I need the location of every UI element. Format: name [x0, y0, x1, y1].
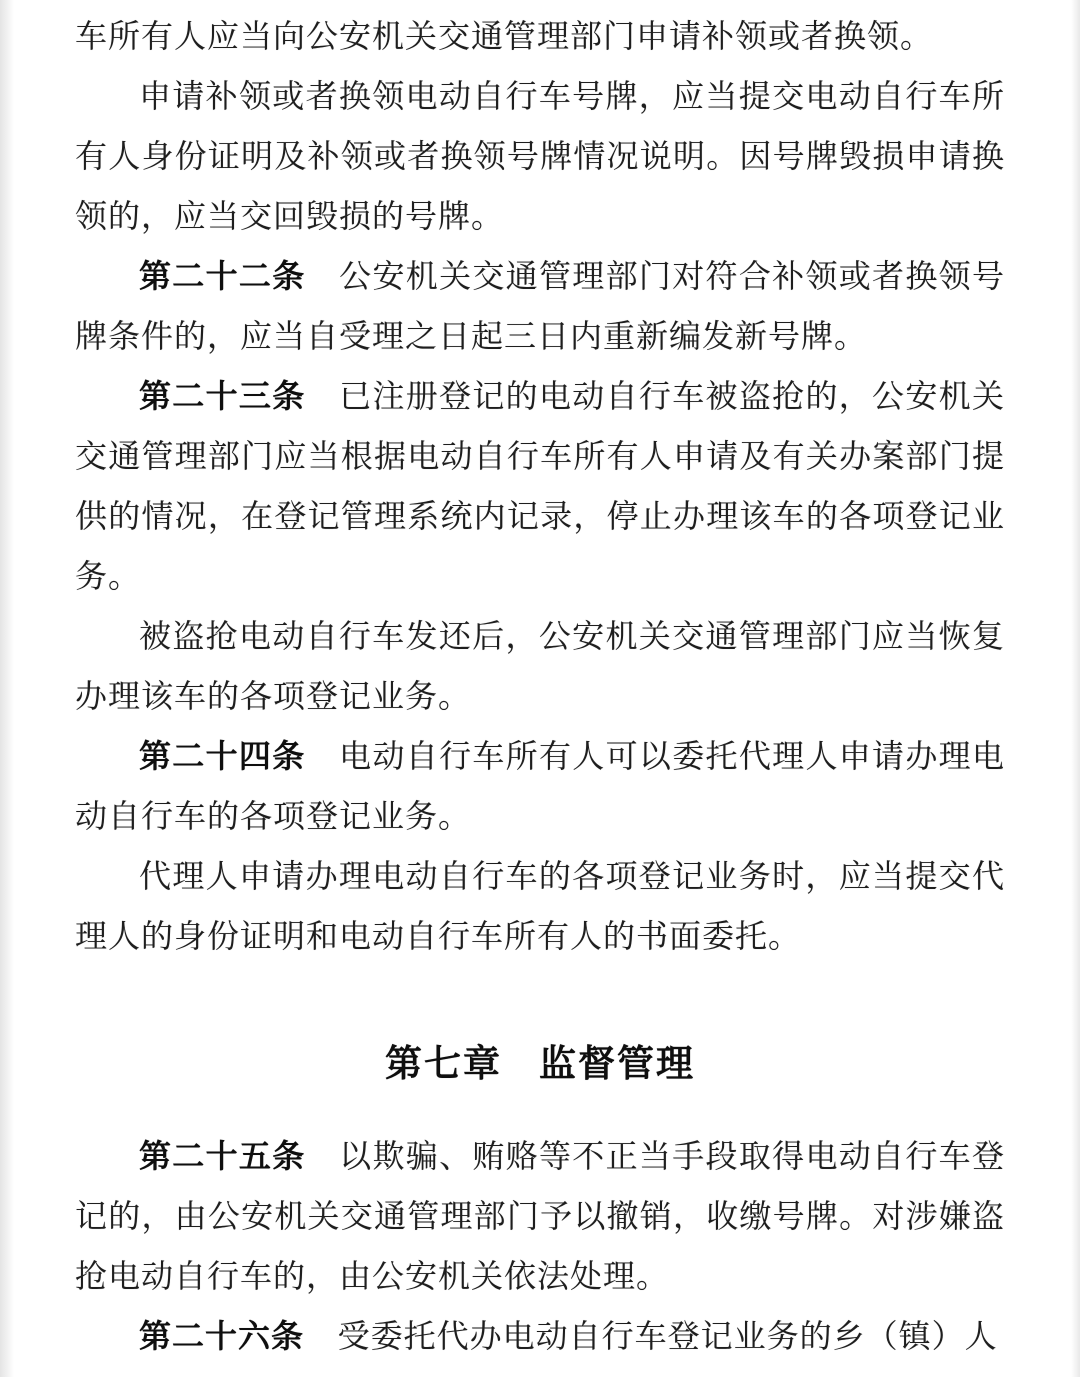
- text-run: 已注册登记的电动自行车被盗抢的，公安机关交通管理部门应当根据电动自行车所有人申请及有关办案部门提供的情况，在登记管理系统内记录，停止办理该车的各项登记业务。: [75, 378, 1005, 594]
- text-run: 被盗抢电动自行车发还后，公安机关交通管理部门应当恢复办理该车的各项登记业务。: [75, 618, 1005, 714]
- article-number: 第二十二条: [139, 258, 306, 294]
- text-run: 受委托代办电动自行车登记业务的乡（镇）人: [337, 1318, 998, 1354]
- chapter-heading: [75, 1032, 1005, 1098]
- article-number: 第二十五条: [139, 1138, 306, 1174]
- page-left-edge-shadow: [0, 0, 14, 1377]
- text-run: 监督管理: [539, 1044, 695, 1085]
- article-paragraph: [75, 1306, 1005, 1366]
- document-body: [75, 6, 1005, 1366]
- text-run: 电动自行车所有人可以委托代理人申请办理电动自行车的各项登记业务。: [75, 738, 1005, 834]
- article-number: 第二十三条: [139, 378, 306, 414]
- paragraph: [75, 606, 1005, 726]
- text-run: 以欺骗、贿赂等不正当手段取得电动自行车登记的，由公安机关交通管理部门予以撤销，收缴号牌。对涉嫌盗抢电动自行车的，由公安机关依法处理。: [75, 1138, 1005, 1294]
- text-run: 代理人申请办理电动自行车的各项登记业务时，应当提交代理人的身份证明和电动自行车所有人的书面委托。: [75, 858, 1005, 954]
- article-paragraph: [75, 366, 1005, 606]
- article-number: 第二十六条: [139, 1318, 305, 1354]
- article-paragraph: [75, 1126, 1005, 1306]
- chapter-number: 第七章: [385, 1044, 502, 1085]
- paragraph: [75, 66, 1005, 246]
- paragraph-continuation: [75, 6, 1005, 66]
- page-right-edge-shadow: [1071, 0, 1080, 1377]
- article-paragraph: [75, 726, 1005, 846]
- text-run: 公安机关交通管理部门对符合补领或者换领号牌条件的，应当自受理之日起三日内重新编发新号牌。: [75, 258, 1005, 354]
- text-run: 申请补领或者换领电动自行车号牌，应当提交电动自行车所有人身份证明及补领或者换领号牌情况说明。因号牌毁损申请换领的，应当交回毁损的号牌。: [75, 78, 1005, 234]
- article-paragraph: [75, 246, 1005, 366]
- article-number: 第二十四条: [139, 738, 306, 774]
- paragraph: [75, 846, 1005, 966]
- text-run: 车所有人应当向公安机关交通管理部门申请补领或者换领。: [75, 18, 934, 54]
